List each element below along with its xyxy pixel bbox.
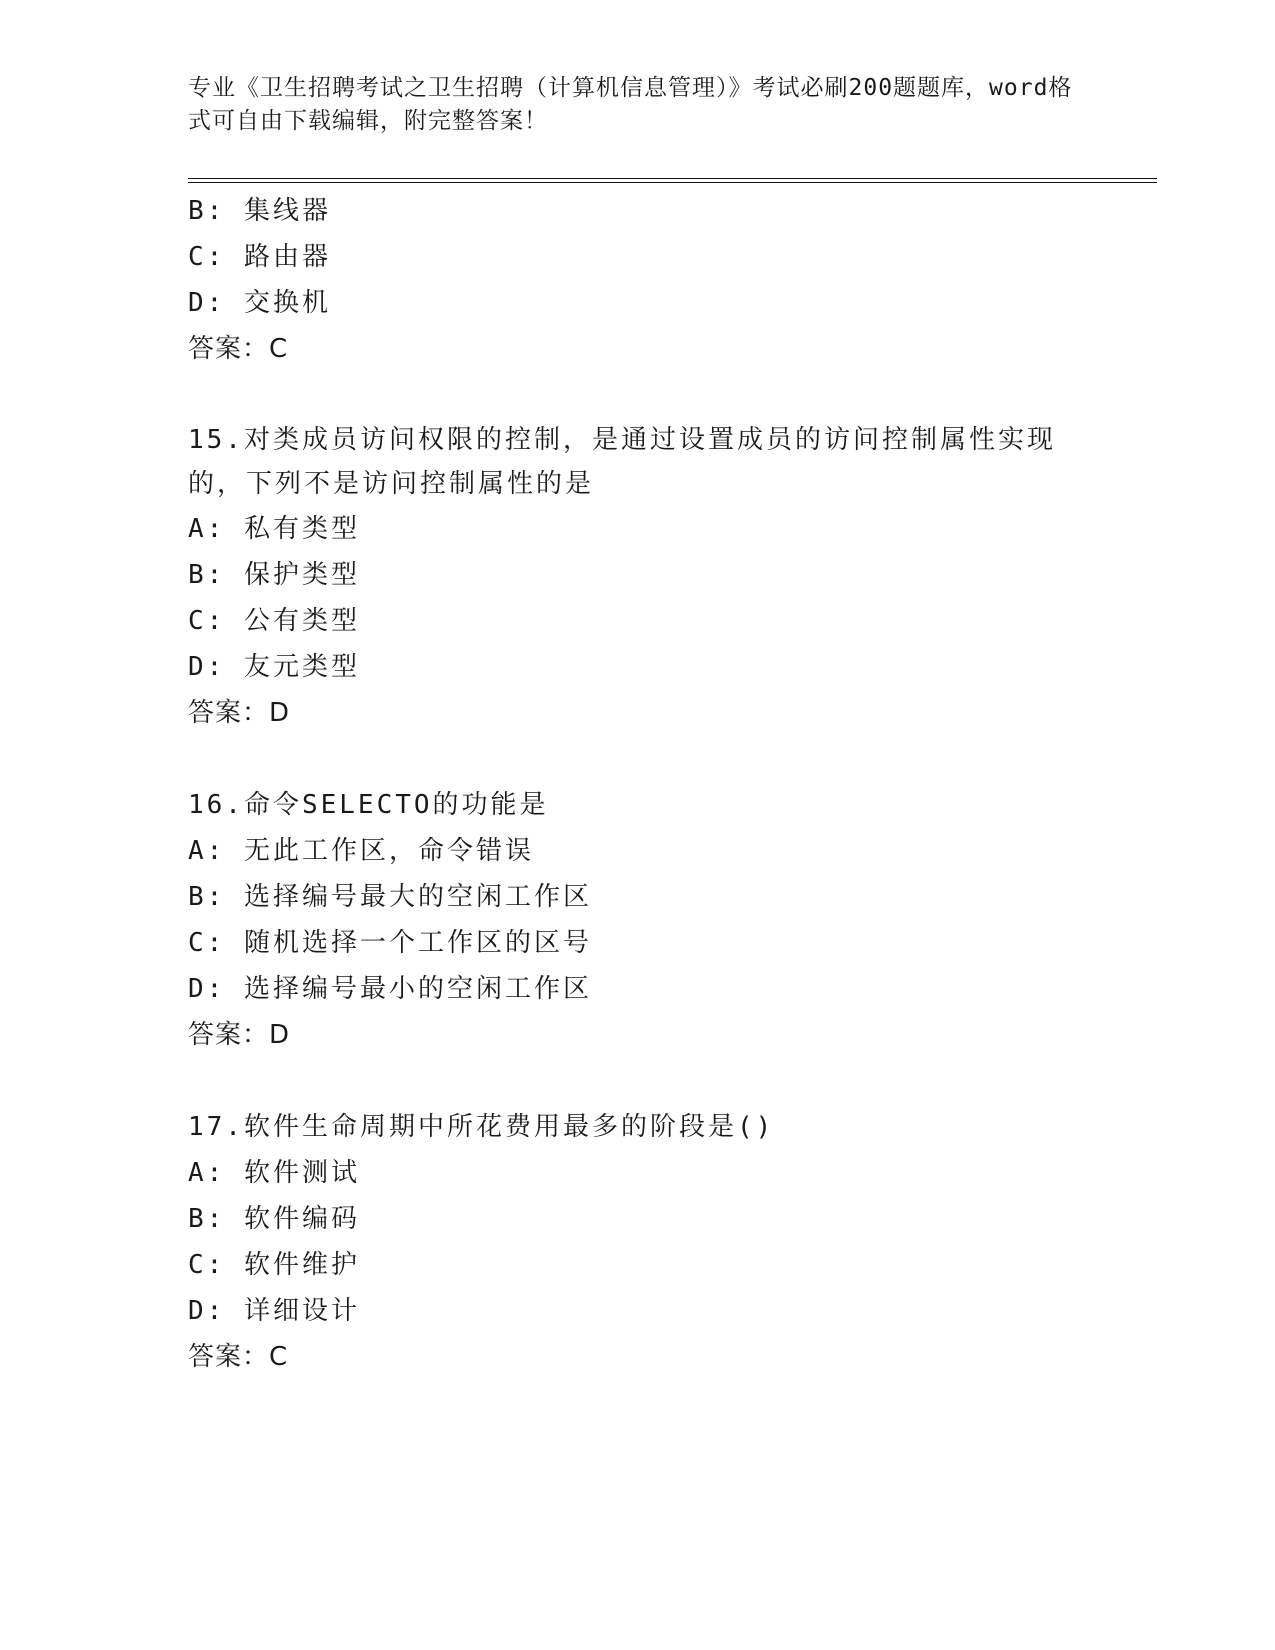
question-list	[188, 188, 1088, 1380]
header-divider	[188, 178, 1157, 183]
document-header: 专业《卫生招聘考试之卫生招聘（计算机信息管理）》考试必刷200题题库，word格式可自由下载编辑，附完整答案！	[188, 75, 1073, 134]
option-d: D: 交换机	[188, 288, 331, 318]
option-d: D: 友元类型	[188, 652, 360, 682]
option-a: A: 私有类型	[188, 514, 360, 544]
option-c: C: 软件维护	[188, 1250, 360, 1280]
question-stem: 17.软件生命周期中所花费用最多的阶段是()	[188, 1112, 775, 1142]
question-stem: 16.命令SELECTO的功能是	[188, 790, 549, 820]
answer: 答案：C	[188, 1342, 289, 1372]
option-c: C: 随机选择一个工作区的区号	[188, 928, 592, 958]
option-c: C: 路由器	[188, 242, 331, 272]
option-a: A: 软件测试	[188, 1158, 360, 1188]
answer: 答案：D	[188, 698, 291, 728]
answer: 答案：C	[188, 334, 289, 364]
answer: 答案：D	[188, 1020, 291, 1050]
option-b: B: 集线器	[188, 196, 331, 226]
option-c: C: 公有类型	[188, 606, 360, 636]
option-b: B: 软件编码	[188, 1204, 360, 1234]
option-d: D: 详细设计	[188, 1296, 360, 1326]
question-stem: 15.对类成员访问权限的控制，是通过设置成员的访问控制属性实现的，下列不是访问控制属性的是	[188, 425, 1056, 499]
option-a: A: 无此工作区，命令错误	[188, 836, 534, 866]
option-b: B: 选择编号最大的空闲工作区	[188, 882, 592, 912]
option-b: B: 保护类型	[188, 560, 360, 590]
option-d: D: 选择编号最小的空闲工作区	[188, 974, 592, 1004]
